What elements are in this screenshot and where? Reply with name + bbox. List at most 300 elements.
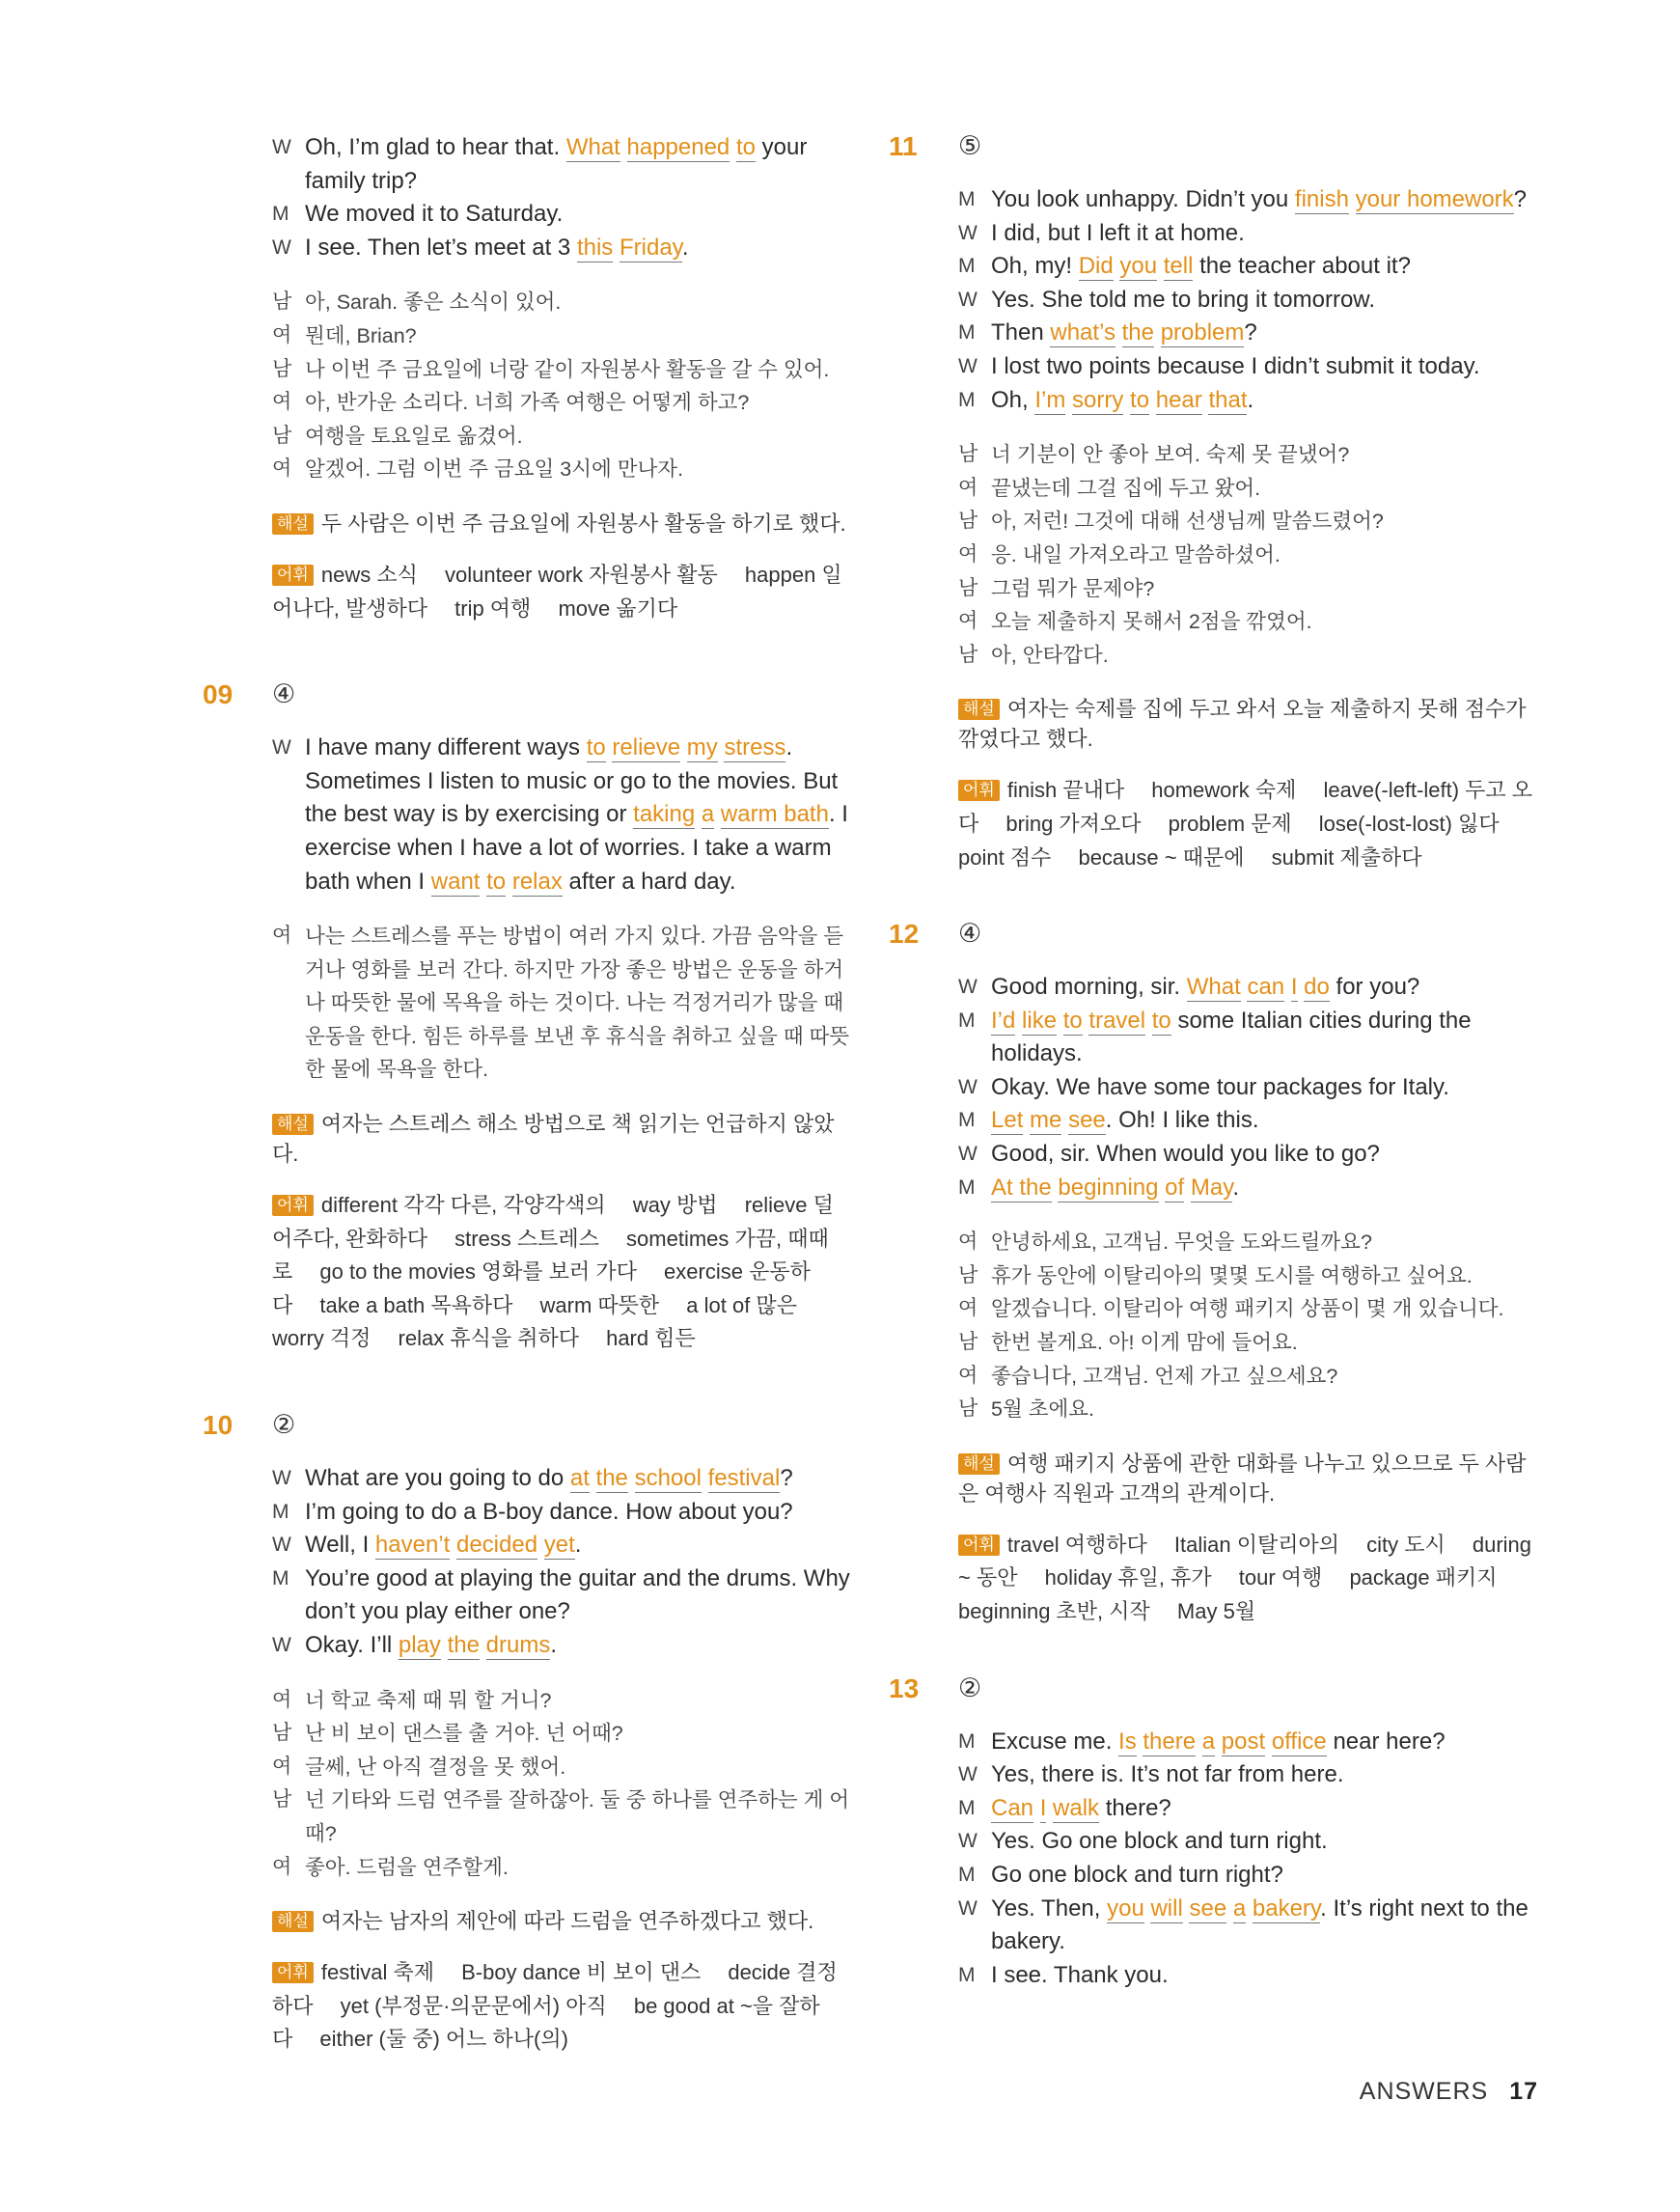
answer-blank: a — [1201, 1728, 1216, 1755]
answer-blank: to — [1062, 1007, 1083, 1034]
answer-blank: warm bath — [720, 801, 829, 828]
vocabulary-item: lose(-lost-lost) 잃다 — [1318, 811, 1500, 836]
speaker-label: W — [958, 354, 978, 377]
korean-translation — [272, 1684, 851, 1885]
answer-blank: Is — [1118, 1728, 1137, 1755]
answer-blank: can — [1247, 974, 1285, 1001]
dialog-line — [272, 232, 851, 265]
page-footer — [1360, 2078, 1538, 2106]
korean-translation — [958, 438, 1545, 672]
answer-blank: sorry — [1072, 386, 1124, 413]
korean-translation — [272, 920, 851, 1087]
speaker-label: W — [272, 235, 291, 259]
answer-blank: yet — [543, 1532, 575, 1559]
continued-section — [272, 131, 851, 625]
dialog-line — [958, 317, 1545, 350]
question-header — [889, 131, 1545, 166]
translation-line — [958, 1226, 1545, 1259]
answer-blank: drums — [485, 1632, 551, 1658]
vocabulary — [272, 1189, 851, 1356]
translation-text: 너 기분이 안 좋아 보여. 숙제 못 끝냈어? — [991, 443, 1350, 467]
answer-choice: ④ — [958, 919, 982, 949]
answer-blank: What — [1186, 974, 1241, 1001]
translation-text: 나는 스트레스를 푸는 방법이 여러 가지 있다. 가끔 음악을 듣거나 영화를 보러 간다. 하지만 가장 좋은 방법은 운동을 하거나 따뜻한 물에 목욕을 하는 것이다. 나는 걱정거리가 많을 때 운동을 한다. 힘든 하루를 보낸 후 휴식을 취하고 싶을 때 따뜻한 물에 목욕을 한다. — [305, 925, 850, 1082]
vocabulary-item: decide 결정하다 — [272, 1960, 838, 2018]
vocabulary-list — [272, 1193, 834, 1350]
speaker-label: W — [958, 221, 978, 244]
answer-blank: What — [565, 134, 620, 160]
translation-line — [958, 472, 1545, 506]
vocabulary-item: because ~ 때문에 — [1078, 844, 1245, 870]
answer-blank: at — [569, 1465, 590, 1492]
translation-line — [272, 1684, 851, 1718]
answer-blank: me — [1030, 1107, 1062, 1134]
speaker-label: M — [958, 1863, 976, 1886]
dialog — [958, 1726, 1545, 1993]
speaker-label: 남 — [958, 1397, 978, 1421]
translation-line — [958, 505, 1545, 539]
dialog-text: We moved it to Saturday. — [305, 201, 564, 228]
vocabulary — [958, 774, 1545, 874]
dialog-text: I have many different ways to relieve my stress. Sometimes I listen to music or go to the movies. But the best way is by exercising or taking a warm bath. I exercise when I have a lot of worries. I take a warm bath when I want to relax after a hard day. — [305, 734, 848, 895]
answer-blank: do — [1304, 974, 1330, 1001]
explanation-text: 여자는 스트레스 해소 방법으로 책 읽기는 언급하지 않았다. — [272, 1112, 835, 1167]
question-number: 09 — [203, 679, 234, 710]
answer-blank: I — [1039, 1794, 1047, 1821]
dialog-text: I see. Thank you. — [991, 1961, 1169, 1988]
translation-line — [272, 920, 851, 1087]
answer-choice: ② — [272, 1410, 296, 1440]
answer-blank: hear — [1155, 386, 1202, 413]
dialog-text: Let me see. Oh! I like this. — [991, 1107, 1259, 1134]
speaker-label: 여 — [272, 391, 292, 414]
translation-text: 한번 볼게요. 아! 이게 맘에 들어요. — [991, 1331, 1298, 1355]
dialog-text: Yes. Then, you will see a bakery. It’s right next to the bakery. — [991, 1894, 1529, 1955]
dialog-line — [958, 1893, 1545, 1959]
speaker-label: 여 — [958, 610, 978, 633]
vocabulary-item: relieve 덜어주다, 완화하다 — [272, 1193, 834, 1251]
dialog — [272, 131, 851, 264]
speaker-label: 남 — [958, 443, 978, 466]
speaker-label: 남 — [272, 424, 292, 447]
speaker-label: 여 — [958, 1297, 978, 1320]
vocabulary-item: May 5월 — [1176, 1599, 1256, 1623]
translation-text: 좋습니다, 고객님. 언제 가고 싶으세요? — [991, 1364, 1338, 1388]
vocabulary-list — [958, 778, 1532, 869]
vocabulary-item: exercise 운동하다 — [272, 1259, 811, 1317]
answer-blank: bakery — [1252, 1894, 1321, 1922]
answer-choice: ④ — [272, 679, 296, 709]
speaker-label: W — [272, 736, 291, 760]
vocabulary-item: travel 여행하다 — [1006, 1532, 1147, 1557]
dialog-text: You look unhappy. Didn’t you finish your homework? — [991, 186, 1528, 212]
dialog-text: Yes, there is. It’s not far from here. — [991, 1761, 1344, 1788]
dialog-text: Okay. We have some tour packages for Italy. — [991, 1073, 1449, 1100]
answer-blank: Can — [991, 1794, 1034, 1821]
vocabulary-badge: 어휘 — [272, 1962, 314, 1983]
answer-blank: decided — [455, 1532, 538, 1559]
translation-text: 여행을 토요일로 옮겼어. — [305, 424, 523, 448]
dialog-text: I’m going to do a B-boy dance. How about you? — [305, 1498, 793, 1525]
answer-blank: a — [1232, 1894, 1247, 1922]
dialog-text: Can I walk there? — [991, 1794, 1171, 1821]
vocabulary-list — [272, 1960, 838, 2051]
answer-blank: will — [1150, 1894, 1183, 1922]
vocabulary-item: bring 가져오다 — [1005, 811, 1142, 836]
vocabulary-item: move 옮기다 — [558, 595, 678, 621]
dialog-line — [958, 971, 1545, 1005]
speaker-label: 남 — [958, 510, 978, 533]
translation-line — [272, 420, 851, 454]
dialog-line — [958, 1758, 1545, 1792]
answer-blank: At the — [991, 1174, 1052, 1201]
speaker-label: W — [958, 1075, 978, 1098]
translation-text: 응. 내일 가져오라고 말씀하셨어. — [991, 542, 1281, 567]
translation-text: 뭔데, Brian? — [305, 323, 417, 347]
vocabulary-badge: 어휘 — [958, 1535, 1000, 1556]
vocabulary-item: homework 숙제 — [1151, 778, 1297, 803]
translation-text: 오늘 제출하지 못해서 2점을 깎였어. — [991, 610, 1312, 634]
question-number: 13 — [889, 1673, 920, 1703]
dialog-line — [958, 1859, 1545, 1893]
answer-blank: Let — [991, 1107, 1024, 1134]
korean-translation — [272, 286, 851, 486]
speaker-label: 여 — [272, 457, 292, 481]
speaker-label: W — [272, 136, 291, 158]
speaker-label: M — [958, 1009, 976, 1032]
translation-text: 끝냈는데 그걸 집에 두고 왔어. — [991, 476, 1261, 500]
speaker-label: M — [272, 203, 289, 226]
answer-blank: you — [1119, 253, 1158, 280]
translation-line — [958, 605, 1545, 639]
vocabulary-item: stress 스트레스 — [454, 1226, 599, 1251]
speaker-label: M — [958, 188, 976, 210]
answer-blank: the — [447, 1632, 480, 1658]
answer-blank: like — [1022, 1007, 1058, 1034]
vocabulary-item: way 방법 — [632, 1193, 718, 1218]
speaker-label: M — [958, 255, 976, 278]
vocabulary-item: Italian 이탈리아의 — [1173, 1532, 1339, 1557]
dialog-line — [272, 1462, 851, 1496]
translation-text: 아, Sarah. 좋은 소식이 있어. — [305, 290, 562, 315]
answer-blank: you — [1107, 1894, 1144, 1922]
answer-blank: Friday — [619, 234, 682, 261]
answer-blank: of — [1165, 1174, 1185, 1201]
speaker-label: 여 — [958, 476, 978, 499]
dialog-line — [958, 1792, 1545, 1826]
speaker-label: M — [958, 1796, 976, 1819]
vocabulary-item: during ~ 동안 — [958, 1532, 1532, 1590]
explanation-badge: 해설 — [958, 699, 1000, 720]
explanation — [272, 1905, 851, 1935]
question-12 — [889, 919, 1545, 1629]
explanation-badge: 해설 — [958, 1453, 1000, 1475]
translation-text: 글쎄, 난 아직 결정을 못 했어. — [305, 1755, 566, 1779]
translation-line — [958, 438, 1545, 472]
speaker-label: M — [272, 1500, 289, 1523]
answer-blank: I’d — [991, 1007, 1016, 1034]
vocabulary-item: be good at ~을 잘하다 — [272, 1993, 820, 2052]
dialog-line — [958, 1138, 1545, 1172]
dialog — [958, 971, 1545, 1204]
dialog-text: Yes. She told me to bring it tomorrow. — [991, 286, 1375, 313]
answer-blank: festival — [707, 1465, 781, 1492]
question-header — [203, 1410, 851, 1445]
vocabulary-item: relax 휴식을 취하다 — [398, 1326, 579, 1351]
answer-blank: post — [1221, 1728, 1266, 1755]
answer-blank: to — [586, 734, 606, 761]
answer-blank: a — [701, 801, 715, 828]
dialog-text: I see. Then let’s meet at 3 this Friday. — [305, 234, 689, 261]
dialog-text: Good, sir. When would you like to go? — [991, 1141, 1380, 1168]
translation-text: 그럼 뭐가 문제야? — [991, 576, 1155, 600]
speaker-label: 남 — [272, 357, 292, 380]
explanation-text: 여행 패키지 상품에 관한 대화를 나누고 있으므로 두 사람은 여행사 직원과 고객의 관계이다. — [958, 1451, 1527, 1506]
vocabulary-item: happen 일어나다, 발생하다 — [272, 562, 842, 621]
answer-blank: beginning — [1058, 1174, 1159, 1201]
translation-line — [958, 1360, 1545, 1394]
speaker-label: W — [272, 1467, 291, 1490]
answer-blank: relieve — [612, 734, 681, 761]
answer-blank: the — [595, 1465, 628, 1492]
dialog-text: What are you going to do at the school festival? — [305, 1465, 793, 1492]
speaker-label: 여 — [272, 1688, 292, 1711]
answer-blank: problem — [1160, 319, 1245, 346]
explanation-text: 두 사람은 이번 주 금요일에 자원봉사 활동을 하기로 했다. — [320, 511, 846, 536]
answer-blank: happened — [626, 134, 730, 160]
vocabulary-item: tour 여행 — [1238, 1565, 1323, 1590]
dialog-text: Well, I haven’t decided yet. — [305, 1532, 582, 1559]
page-number: 17 — [1509, 2078, 1538, 2105]
dialog-text: Then what’s the problem? — [991, 319, 1257, 346]
translation-text: 5월 초에요. — [991, 1397, 1094, 1422]
question-number: 10 — [203, 1410, 234, 1441]
question-11 — [889, 131, 1545, 874]
vocabulary-item: leave(-left-left) 두고 오다 — [958, 778, 1533, 836]
dialog-line — [958, 217, 1545, 251]
dialog-text: Good morning, sir. What can I do for you? — [991, 974, 1420, 1001]
vocabulary-item: problem 문제 — [1168, 811, 1292, 836]
vocabulary — [958, 1529, 1545, 1629]
answer-blank: stress — [724, 734, 786, 761]
dialog-line — [958, 1071, 1545, 1105]
translation-text: 안녕하세요, 고객님. 무엇을 도와드릴까요? — [991, 1230, 1372, 1255]
translation-line — [272, 1717, 851, 1751]
korean-translation — [958, 1226, 1545, 1426]
dialog-line — [272, 732, 851, 899]
vocabulary-item: package 패키지 — [1349, 1565, 1498, 1590]
speaker-label: M — [958, 1109, 976, 1132]
right-column — [889, 131, 1545, 2013]
translation-text: 넌 기타와 드럼 연주를 잘하잖아. 둘 중 하나를 연주하는 게 어때? — [305, 1788, 850, 1845]
dialog-text: You’re good at playing the guitar and the drums. Why don’t you play either one? — [305, 1564, 850, 1625]
dialog-line — [958, 350, 1545, 384]
vocabulary-item: finish 끝내다 — [1006, 778, 1125, 803]
answer-blank: haven’t — [374, 1532, 451, 1559]
answer-blank: finish — [1294, 186, 1349, 212]
speaker-label: M — [958, 321, 976, 345]
translation-text: 알겠어. 그럼 이번 주 금요일 3시에 만나자. — [305, 457, 684, 482]
vocabulary-item: a lot of 많은 — [686, 1292, 797, 1317]
left-column — [203, 131, 851, 2078]
translation-line — [272, 1751, 851, 1784]
question-header — [203, 679, 851, 714]
speaker-label: 여 — [272, 1855, 292, 1878]
answer-blank: school — [634, 1465, 702, 1492]
answer-blank: that — [1208, 386, 1248, 413]
speaker-label: 남 — [958, 576, 978, 599]
vocabulary — [272, 559, 851, 625]
translation-line — [958, 1393, 1545, 1426]
answer-blank: to — [735, 134, 756, 160]
vocabulary-item: worry 걱정 — [272, 1326, 372, 1351]
question-header — [889, 919, 1545, 954]
dialog-line — [958, 1005, 1545, 1071]
answer-blank: to — [1130, 386, 1150, 413]
vocabulary-item: festival 축제 — [320, 1960, 434, 1985]
vocabulary-item: B-boy dance 비 보이 댄스 — [461, 1960, 702, 1985]
explanation-badge: 해설 — [272, 1114, 314, 1135]
translation-line — [272, 319, 851, 353]
speaker-label: W — [958, 1143, 978, 1166]
dialog-text: Oh, I’m sorry to hear that. — [991, 386, 1254, 413]
translation-text: 나 이번 주 금요일에 너랑 같이 자원봉사 활동을 갈 수 있어. — [305, 357, 830, 381]
answer-blank: taking — [633, 801, 696, 828]
dialog-line — [958, 1959, 1545, 1993]
vocabulary-item: beginning 초반, 시작 — [958, 1599, 1150, 1623]
speaker-label: 여 — [272, 323, 292, 346]
vocabulary-item: volunteer work 자원봉사 활동 — [444, 562, 718, 587]
answer-blank: want — [430, 868, 481, 895]
speaker-label: 여 — [272, 1755, 292, 1778]
explanation-text: 여자는 숙제를 집에 두고 와서 오늘 제출하지 못해 점수가 깎였다고 했다. — [958, 697, 1527, 752]
dialog-line — [958, 384, 1545, 418]
speaker-label: M — [958, 1175, 976, 1199]
vocabulary-item: city 도시 — [1366, 1532, 1446, 1557]
translation-text: 좋아. 드럼을 연주할게. — [305, 1855, 509, 1879]
dialog-text: I’d like to travel to some Italian cities during the holidays. — [991, 1007, 1472, 1067]
answer-blank: play — [398, 1632, 441, 1658]
translation-line — [958, 1326, 1545, 1360]
dialog-text: I did, but I left it at home. — [991, 219, 1245, 246]
speaker-label: W — [958, 288, 978, 311]
speaker-label: 여 — [958, 1364, 978, 1387]
explanation — [958, 1448, 1545, 1507]
dialog-text: At the beginning of May. — [991, 1174, 1240, 1201]
vocabulary-item: sometimes 가끔, 때때로 — [272, 1226, 829, 1285]
answer-blank: I — [1290, 974, 1298, 1001]
translation-line — [958, 539, 1545, 572]
vocabulary-item: trip 여행 — [454, 595, 532, 621]
dialog-line — [958, 1104, 1545, 1138]
vocabulary-item: different 각각 다른, 각양각색의 — [320, 1193, 606, 1218]
translation-text: 아, 저런! 그것에 대해 선생님께 말씀드렸어? — [991, 510, 1384, 534]
dialog-line — [958, 250, 1545, 284]
vocabulary-list — [958, 1533, 1531, 1623]
dialog-text: Oh, my! Did you tell the teacher about it? — [991, 253, 1411, 280]
question-header — [889, 1673, 1545, 1708]
vocabulary-badge: 어휘 — [958, 780, 1000, 801]
speaker-label: 남 — [958, 1331, 978, 1354]
dialog-text: I lost two points because I didn’t submit it today. — [991, 352, 1480, 379]
dialog-line — [958, 284, 1545, 318]
translation-text: 너 학교 축제 때 뭐 할 거니? — [305, 1688, 552, 1712]
speaker-label: M — [958, 1729, 976, 1753]
dialog — [958, 183, 1545, 417]
dialog-text: Excuse me. Is there a post office near here? — [991, 1728, 1446, 1755]
question-10 — [203, 1410, 851, 2057]
question-number: 12 — [889, 919, 920, 950]
dialog-text: Oh, I’m glad to hear that. What happened to your family trip? — [305, 134, 808, 194]
dialog-text: Go one block and turn right? — [991, 1861, 1283, 1888]
speaker-label: 여 — [272, 925, 292, 948]
answer-blank: travel — [1088, 1007, 1146, 1034]
answer-blank: walk — [1053, 1794, 1100, 1821]
answer-choice: ⑤ — [958, 131, 982, 160]
answer-blank: office — [1271, 1728, 1327, 1755]
translation-text: 난 비 보이 댄스를 출 거야. 넌 어때? — [305, 1722, 623, 1746]
vocabulary-item: point 점수 — [958, 844, 1052, 870]
vocabulary-item: hard 힘든 — [606, 1326, 696, 1351]
translation-line — [272, 1783, 851, 1850]
answer-choice: ② — [958, 1673, 982, 1702]
speaker-label: W — [958, 1763, 978, 1786]
vocabulary-item: news 소식 — [320, 562, 418, 587]
speaker-label: 남 — [958, 643, 978, 666]
explanation-badge: 해설 — [272, 513, 314, 535]
vocabulary-item: yet (부정문·의문문에서) 아직 — [340, 1993, 607, 2018]
explanation — [272, 1108, 851, 1168]
dialog — [272, 1462, 851, 1663]
dialog-line — [272, 1529, 851, 1562]
dialog-line — [958, 1172, 1545, 1205]
dialog-line — [272, 1496, 851, 1530]
vocabulary-item: submit 제출하다 — [1271, 844, 1422, 870]
speaker-label: 남 — [272, 290, 292, 314]
answer-blank: what’s — [1050, 319, 1115, 346]
answer-blank: there — [1143, 1728, 1197, 1755]
answer-blank: Did — [1078, 253, 1114, 280]
translation-line — [272, 386, 851, 420]
vocabulary-badge: 어휘 — [272, 1195, 314, 1216]
speaker-label: 남 — [272, 1788, 292, 1811]
dialog-line — [958, 1825, 1545, 1859]
speaker-label: W — [958, 976, 978, 999]
answer-blank: to — [1151, 1007, 1171, 1034]
dialog-line — [958, 1726, 1545, 1759]
speaker-label: 남 — [272, 1722, 292, 1745]
dialog-line — [272, 1629, 851, 1663]
speaker-label: 여 — [958, 1230, 978, 1254]
translation-line — [272, 453, 851, 486]
vocabulary-item: warm 따뜻한 — [539, 1292, 660, 1317]
explanation-badge: 해설 — [272, 1911, 314, 1932]
answer-blank: see — [1068, 1107, 1106, 1134]
translation-line — [958, 572, 1545, 606]
speaker-label: W — [272, 1534, 291, 1557]
vocabulary-list — [272, 563, 842, 621]
dialog-text: Okay. I’ll play the drums. — [305, 1632, 558, 1658]
translation-line — [272, 286, 851, 319]
answer-blank: the — [1121, 319, 1155, 346]
answer-blank: May — [1190, 1174, 1233, 1201]
speaker-label: M — [958, 388, 976, 411]
speaker-label: W — [958, 1830, 978, 1853]
translation-line — [958, 1292, 1545, 1326]
dialog-line — [958, 183, 1545, 217]
dialog-line — [272, 1562, 851, 1629]
translation-line — [958, 639, 1545, 673]
